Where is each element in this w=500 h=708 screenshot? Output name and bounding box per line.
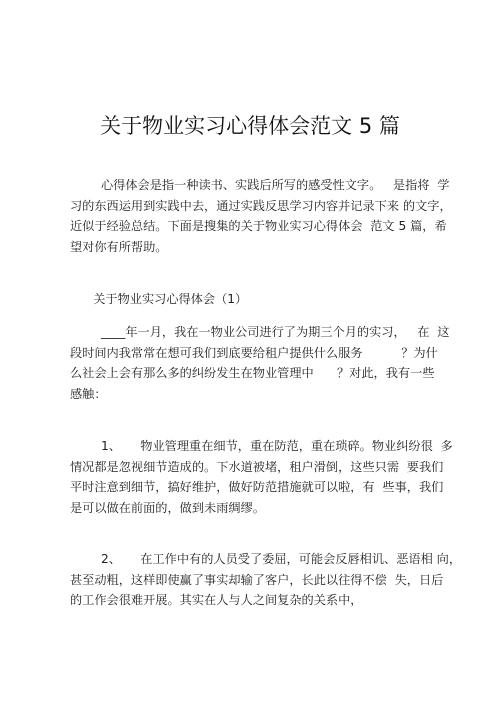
intro-paragraph xyxy=(70,175,452,257)
intro-line-2: 习的东西运用到实践中去，通过实践反思学习内容并记录下来 的文字， xyxy=(70,198,452,213)
para3-line-3: 的工作会很难开展。其实在人与人之间复杂的关系中， xyxy=(70,593,363,607)
paragraph-3 xyxy=(70,549,462,611)
para2-line-2: 情况都是忽视细节造成的。下水道被堵，租户滑倒，这些只需 要我们 xyxy=(70,459,444,474)
section-heading-text: 关于物业实习心得体会（1） xyxy=(70,292,248,306)
intro-line-1: 心得体会是指一种读书、实践后所写的感受性文字。 是指将 学 xyxy=(70,178,450,192)
para2-line-3: 平时注意到细节，搞好维护，做好防范措施就可以啦，有 些事，我们 xyxy=(70,480,444,494)
paragraph-2 xyxy=(70,436,453,518)
intro-line-4: 望对你有所帮助。 xyxy=(70,239,168,254)
para1-line-3: 么社会上会有那么多的纠纷发生在物业管理中 ？对此，我有一些 xyxy=(70,366,435,380)
para1-line-4: 感触： xyxy=(70,386,107,401)
section-heading xyxy=(70,289,430,309)
para1-line-1: ____年一月，我在一物业公司进行了为期三个月的实习， 在 这 xyxy=(70,325,450,339)
para2-line-4: 是可以做在前面的，做到未雨绸缪。 xyxy=(70,500,265,515)
document-title: 关于物业实习心得体会范文 5 篇 xyxy=(100,114,400,138)
intro-line-3: 近似于经验总结。下面是搜集的关于物业实习心得体会 范文 5 篇，希 xyxy=(70,219,447,233)
para3-line-2: 甚至动粗，这样即使赢了事实却输了客户，长此以往得不偿 失，日后 xyxy=(70,572,444,587)
para2-line-1: 1、 物业管理重在细节，重在防范，重在琐碎。物业纠纷很 多 xyxy=(70,439,453,453)
para1-line-2: 段时间内我常常在想可我们到底要给租户提供什么服务 ？为什 xyxy=(70,345,438,360)
para3-line-1: 2、 在工作中有的人员受了委屈，可能会反唇相讥、恶语相 向， xyxy=(70,552,462,566)
paragraph-1 xyxy=(70,322,450,404)
